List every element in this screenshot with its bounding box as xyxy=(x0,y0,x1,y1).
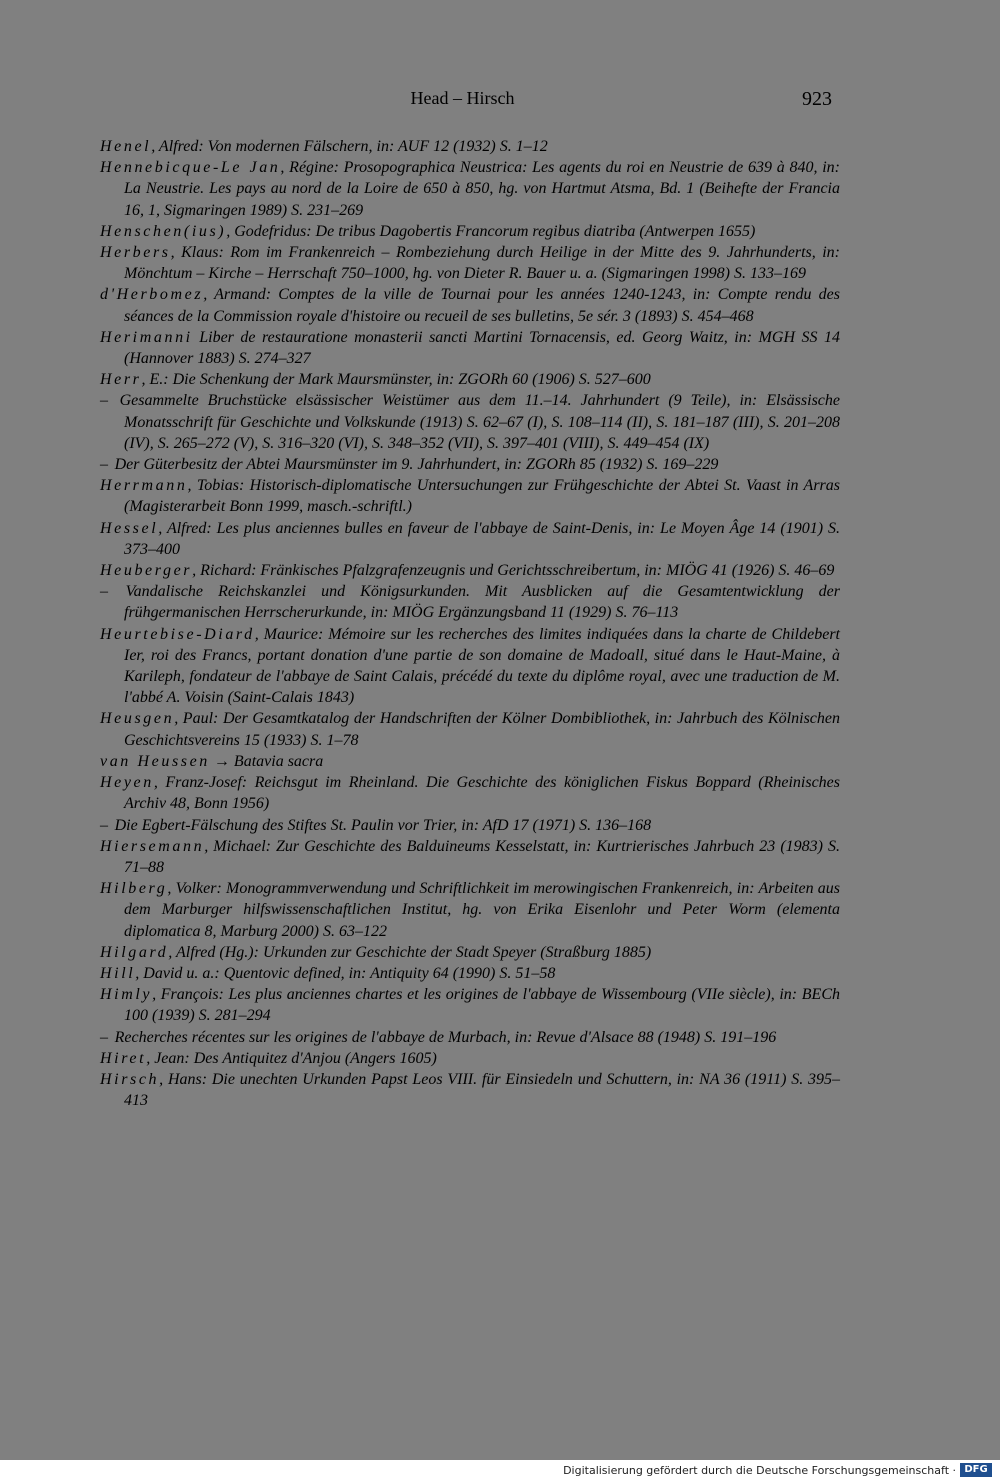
bibliography-entry xyxy=(100,624,840,709)
funding-credit: Digitalisierung gefördert durch die Deutsche Forschungsgemeinschaft · xyxy=(563,1464,956,1477)
bibliography-entry xyxy=(100,751,840,772)
entry-author: Herbers xyxy=(100,244,171,262)
entry-forename: , Alfred: xyxy=(158,519,212,537)
entry-author: Heyen xyxy=(100,774,154,792)
entry-text: Die Egbert-Fälschung des Stiftes St. Paulin vor Trier, in: AfD 17 (1971) S. 136–168 xyxy=(110,816,652,834)
bibliography-list xyxy=(100,136,840,1111)
entry-forename: , Franz-Josef: xyxy=(153,774,248,792)
entry-text: Recherches récentes sur les origines de l'abbaye de Murbach, in: Revue d'Alsace 88 (1948) S. 191–196 xyxy=(110,1028,777,1046)
bibliography-entry xyxy=(100,454,840,475)
bibliography-entry xyxy=(100,836,840,878)
entry-forename: , Godefridus: xyxy=(226,222,312,240)
entry-author: – xyxy=(100,456,111,474)
bibliography-entry xyxy=(100,1069,840,1111)
entry-text: Gesammelte Bruchstücke elsässischer Weistümer aus dem 11.–14. Jahrhundert (9 Teile), in: Elsässische Monatsschrift für Geschichte und Volkskunde (1913) S. 62–67 (I), S. 108–114 (II), S. 181–187 (III), S. 201–208 (IV), S. 265–272 (V), S. 316–320 (VI), S. 348–352 (VII), S. 397–401 (VIII), S. 449–454 (IX) xyxy=(110,392,840,452)
entry-author: Hill xyxy=(100,964,136,982)
bibliography-entry xyxy=(100,1048,840,1069)
entry-text: Comptes de la ville de Tournai pour les années 1240-1243, in: Compte rendu des séances de la Commission royale d'histoire ou recueil de ses bulletins, 5e sér. 3 (1893) S. 454–468 xyxy=(124,286,841,325)
bibliography-entry xyxy=(100,942,840,963)
entry-author: Herrmann xyxy=(100,477,188,495)
bibliography-entry xyxy=(100,772,840,814)
entry-text: Von modernen Fälschern, in: AUF 12 (1932) S. 1–12 xyxy=(203,138,548,155)
entry-text: Die Schenkung der Mark Maursmünster, in: ZGORh 60 (1906) S. 527–600 xyxy=(168,371,651,389)
bibliography-entry xyxy=(100,221,840,242)
entry-text: Fränkisches Pfalzgrafenzeugnis und Gerichtsschreibertum, in: MIÖG 41 (1926) S. 46–69 xyxy=(256,562,835,580)
entry-forename: , Volker: xyxy=(167,880,222,898)
bibliography-entry xyxy=(100,1027,840,1048)
entry-text: Des Antiquitez d'Anjou (Angers 1605) xyxy=(189,1049,437,1067)
entry-forename: , David u. a.: xyxy=(135,964,220,982)
entry-author: d'Herbomez xyxy=(100,286,204,304)
bibliography-entry xyxy=(100,581,840,623)
entry-text: Rom im Frankenreich – Rombeziehung durch Heilige in der Mitte des 9. Jahrhunderts, in: Mönchtum – Kirche – Herrschaft 750–1000, hg. von Dieter R. Bauer u. a. (Sigmaringen 1998) S. 133–169 xyxy=(124,244,840,283)
entry-text: Der Güterbesitz der Abtei Maursmünster im 9. Jahrhundert, in: ZGORh 85 (1932) S. 169–229 xyxy=(110,456,719,474)
entry-author: Hiret xyxy=(100,1049,147,1067)
entry-text: Urkunden zur Geschichte der Stadt Speyer (Straßburg 1885) xyxy=(258,943,652,961)
bibliography-entry xyxy=(100,242,840,284)
bibliography-entry xyxy=(100,518,840,560)
entry-text: Prosopographica Neustrica: Les agents du roi en Neustrie de 639 à 840, in: La Neustrie. Les pays au nord de la Loire de 650 à 850, hg. von Hartmut Atsma, Bd. 1 (Beihefte der Francia 16, 1, Sigmaringen 1989) S. 231–269 xyxy=(124,159,841,219)
dfg-logo: DFG xyxy=(960,1463,992,1477)
entry-text: → Batavia sacra xyxy=(209,752,324,770)
entry-author: Heusgen xyxy=(100,710,175,728)
entry-author: Hiersemann xyxy=(100,837,205,855)
bibliography-entry xyxy=(100,475,840,517)
entry-text: De tribus Dagobertis Francorum regibus diatriba (Antwerpen 1655) xyxy=(311,222,756,240)
entry-author: – xyxy=(100,1028,111,1046)
entry-text: Vandalische Reichskanzlei und Königsurkunden. Mit Ausblicken auf die Gesamtentwicklung der frühgermanischen Herrscherurkunde, in: MIÖG Ergänzungsband 11 (1929) S. 76–113 xyxy=(110,583,840,622)
entry-forename: , Richard: xyxy=(192,562,257,580)
entry-author: Hennebicque-Le Jan xyxy=(100,159,281,177)
entry-forename: , Klaus: xyxy=(170,244,224,262)
entry-forename: , Tobias: xyxy=(187,477,245,495)
entry-author: Heuberger xyxy=(100,562,193,580)
bibliography-entry xyxy=(100,284,840,326)
entry-forename: , Armand: xyxy=(203,286,272,304)
entry-text: Der Gesamtkatalog der Handschriften der Kölner Dombibliothek, in: Jahrbuch des Kölnischen Geschichtsvereins 15 (1933) S. 1–78 xyxy=(124,710,840,749)
entry-text: Les plus anciennes chartes et les origines de l'abbaye de Wissembourg (VIIe siècle), in: BECh 100 (1939) S. 281–294 xyxy=(124,986,840,1025)
entry-author: – xyxy=(100,392,111,410)
entry-forename: , E.: xyxy=(141,371,169,389)
entry-forename: , Jean: xyxy=(146,1049,190,1067)
entry-forename: , Régine: xyxy=(280,159,339,177)
entry-text: Reichsgut im Rheinland. Die Geschichte des königlichen Fiskus Boppard (Rheinisches Archiv 48, Bonn 1956) xyxy=(124,774,841,813)
entry-text: Historisch-diplomatische Untersuchungen zur Frühgeschichte der Abtei St. Vaast in Arras (Magisterarbeit Bonn 1999, masch.-schriftl.) xyxy=(124,477,841,516)
entry-text: Monogrammverwendung und Schriftlichkeit im merowingischen Frankenreich, in: Arbeiten aus dem Marburger hilfswissenschaftlichen Institut, hg. von Erika Eisenlohr und Peter Worm (elementa diplomatica 8, Marburg 2000) S. 63–122 xyxy=(124,880,841,940)
entry-text: Zur Geschichte des Balduineums Kesselstatt, in: Kurtrierisches Jahrbuch 23 (1983) S. 71–88 xyxy=(124,837,841,876)
entry-author: Hilberg xyxy=(100,880,168,898)
bibliography-entry xyxy=(100,963,840,984)
entry-author: Henel xyxy=(100,138,152,155)
bibliography-entry xyxy=(100,390,840,454)
running-header xyxy=(0,88,1000,118)
entry-text: Mémoire sur les recherches des limites indiquées dans la charte de Childebert Ier, roi des Francs, portant donation d'une partie de son domaine de Madoall, situé dans le Haut-Maine, à Karileph, fondateur de l'abbaye de Saint Calais, précédé du texte du diplôme royal, avec une traduction de M. l'abbé A. Voisin (Saint-Calais 1843) xyxy=(124,625,840,707)
entry-author: – xyxy=(100,583,111,601)
entry-forename: , Alfred (Hg.): xyxy=(168,943,259,961)
entry-forename: , Michael: xyxy=(204,837,271,855)
entry-text: Quentovic defined, in: Antiquity 64 (1990) S. 51–58 xyxy=(219,964,556,982)
entry-forename: , François: xyxy=(152,986,224,1004)
entry-author: – xyxy=(100,816,111,834)
entry-forename: , Hans: xyxy=(159,1070,208,1088)
entry-text: Liber de restauratione monasterii sancti Martini Tornacensis, ed. Georg Waitz, in: MGH SS 14 (Hannover 1883) S. 274–327 xyxy=(124,328,840,368)
entry-author: Heurtebise-Diard xyxy=(100,625,255,643)
bibliography-entry xyxy=(100,136,840,157)
entry-author: Henschen(ius) xyxy=(100,222,227,240)
page-number: 923 xyxy=(802,88,832,110)
running-title: Head – Hirsch xyxy=(410,88,515,108)
entry-forename: , Alfred: xyxy=(151,138,204,155)
entry-text: Die unechten Urkunden Papst Leos VIII. für Einsiedeln und Schuttern, in: NA 36 (1911) S. 395–413 xyxy=(124,1070,840,1110)
bibliography-entry xyxy=(100,327,840,369)
entry-author: Herr xyxy=(100,371,142,389)
entry-forename: , Paul: xyxy=(174,710,219,728)
bibliography-entry xyxy=(100,984,840,1026)
bibliography-entry xyxy=(100,560,840,581)
entry-forename: , Maurice: xyxy=(254,625,324,643)
bibliography-entry xyxy=(100,708,840,750)
entry-text: Les plus anciennes bulles en faveur de l'abbaye de Saint-Denis, in: Le Moyen Âge 14 (1901) S. 373–400 xyxy=(124,519,841,558)
entry-author: Herimanni xyxy=(100,328,193,346)
footer-bar xyxy=(0,1460,1000,1481)
entry-author: Hilgard xyxy=(100,943,169,961)
bibliography-entry xyxy=(100,878,840,942)
entry-author: van Heussen xyxy=(100,752,210,770)
bibliography-entry xyxy=(100,157,840,221)
bibliography-entry xyxy=(100,815,840,836)
entry-author: Hessel xyxy=(100,519,159,537)
entry-author: Himly xyxy=(100,986,153,1004)
bibliography-entry xyxy=(100,369,840,390)
entry-author: Hirsch xyxy=(100,1070,160,1088)
